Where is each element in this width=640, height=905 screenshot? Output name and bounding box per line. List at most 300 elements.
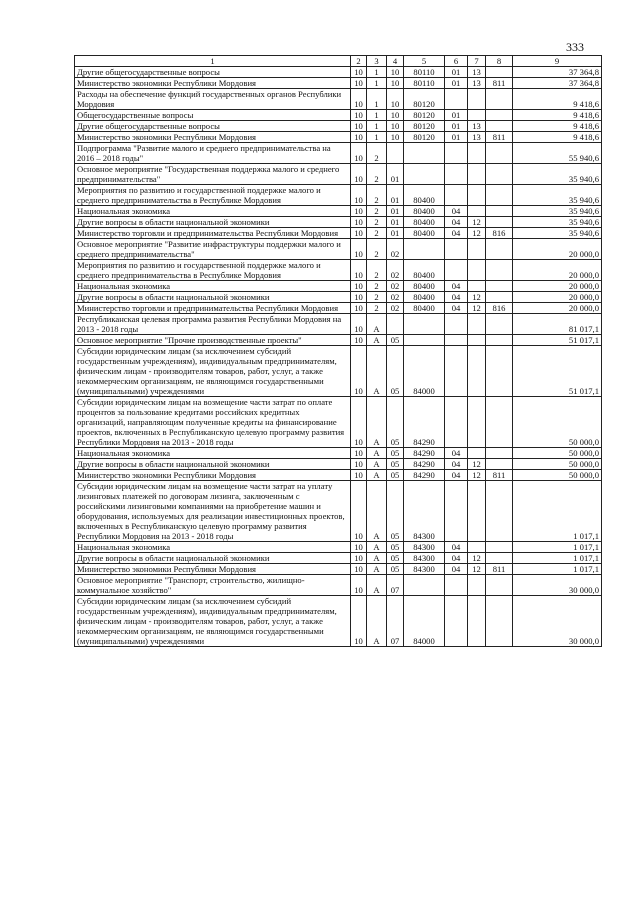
code-subsection-cell (468, 239, 486, 260)
code-ministry-cell (486, 281, 513, 292)
code-grp-cell: 10 (351, 185, 367, 206)
code-main-cell: 05 (387, 553, 404, 564)
code-main-cell: 05 (387, 459, 404, 470)
code-main-cell (387, 143, 404, 164)
code-subsection-cell: 13 (468, 78, 486, 89)
row-name-cell: Мероприятия по развитию и государственной поддержке малого и среднего предпринимательства в Республике Мордовия (75, 185, 351, 206)
code-dir-cell: 80120 (404, 132, 445, 143)
table-row (75, 314, 602, 335)
code-dir-cell: 80400 (404, 217, 445, 228)
code-dir-cell: 84300 (404, 553, 445, 564)
row-name-cell: Другие вопросы в области национальной экономики (75, 217, 351, 228)
code-sub-cell: 1 (367, 132, 387, 143)
code-grp-cell: 10 (351, 292, 367, 303)
table-row (75, 346, 602, 397)
code-subsection-cell: 12 (468, 459, 486, 470)
table-row (75, 228, 602, 239)
amount-cell: 1 017,1 (513, 542, 602, 553)
code-sub-cell: А (367, 481, 387, 542)
code-dir-cell: 80400 (404, 292, 445, 303)
code-ministry-cell (486, 185, 513, 206)
amount-cell: 20 000,0 (513, 281, 602, 292)
code-ministry-cell: 816 (486, 228, 513, 239)
amount-cell: 50 000,0 (513, 448, 602, 459)
code-main-cell: 10 (387, 110, 404, 121)
code-ministry-cell (486, 110, 513, 121)
header-cell: 5 (404, 56, 445, 67)
code-subsection-cell: 12 (468, 303, 486, 314)
code-dir-cell: 84300 (404, 564, 445, 575)
table-row (75, 260, 602, 281)
code-grp-cell: 10 (351, 228, 367, 239)
code-ministry-cell (486, 542, 513, 553)
amount-cell: 1 017,1 (513, 564, 602, 575)
code-section-cell: 04 (445, 281, 468, 292)
header-cell: 9 (513, 56, 602, 67)
code-section-cell (445, 335, 468, 346)
code-section-cell: 04 (445, 470, 468, 481)
table-row (75, 78, 602, 89)
code-main-cell: 05 (387, 397, 404, 448)
code-ministry-cell (486, 553, 513, 564)
table-row (75, 185, 602, 206)
code-section-cell: 04 (445, 292, 468, 303)
amount-cell: 9 418,6 (513, 132, 602, 143)
code-grp-cell: 10 (351, 110, 367, 121)
code-main-cell: 10 (387, 78, 404, 89)
code-subsection-cell: 12 (468, 292, 486, 303)
amount-cell: 50 000,0 (513, 459, 602, 470)
amount-cell: 1 017,1 (513, 553, 602, 564)
code-grp-cell: 10 (351, 143, 367, 164)
header-cell: 2 (351, 56, 367, 67)
code-subsection-cell (468, 185, 486, 206)
table-row (75, 481, 602, 542)
code-grp-cell: 10 (351, 542, 367, 553)
code-ministry-cell (486, 346, 513, 397)
code-grp-cell: 10 (351, 346, 367, 397)
code-dir-cell: 80400 (404, 228, 445, 239)
code-subsection-cell: 12 (468, 564, 486, 575)
row-name-cell: Подпрограмма "Развитие малого и среднего предпринимательства на 2016 – 2018 годы" (75, 143, 351, 164)
code-section-cell (445, 596, 468, 647)
code-sub-cell: А (367, 596, 387, 647)
table-row (75, 448, 602, 459)
code-section-cell: 04 (445, 217, 468, 228)
table-row (75, 596, 602, 647)
amount-cell: 50 000,0 (513, 470, 602, 481)
code-section-cell: 04 (445, 564, 468, 575)
code-subsection-cell: 13 (468, 121, 486, 132)
code-subsection-cell: 13 (468, 67, 486, 78)
row-name-cell: Другие общегосударственные вопросы (75, 67, 351, 78)
code-dir-cell (404, 335, 445, 346)
code-ministry-cell (486, 397, 513, 448)
code-grp-cell: 10 (351, 132, 367, 143)
code-sub-cell: 2 (367, 206, 387, 217)
code-section-cell: 01 (445, 78, 468, 89)
code-main-cell: 05 (387, 481, 404, 542)
code-subsection-cell (468, 397, 486, 448)
code-dir-cell (404, 164, 445, 185)
code-dir-cell (404, 239, 445, 260)
code-grp-cell: 10 (351, 121, 367, 132)
code-ministry-cell: 816 (486, 303, 513, 314)
row-name-cell: Субсидии юридическим лицам на возмещение части затрат по оплате процентов за пользование кредитами российских кредитных организаций, направляющим полученные кредиты на финансирование проектов, включенных в Республиканскую целевую программу развития Республики Мордовия на 2013 - 2018 годы (75, 397, 351, 448)
code-subsection-cell (468, 281, 486, 292)
table-row (75, 459, 602, 470)
table-row (75, 564, 602, 575)
code-dir-cell: 80400 (404, 260, 445, 281)
row-name-cell: Республиканская целевая программа развития Республики Мордовия на 2013 - 2018 годы (75, 314, 351, 335)
code-sub-cell: 2 (367, 143, 387, 164)
header-cell: 7 (468, 56, 486, 67)
code-dir-cell: 80110 (404, 78, 445, 89)
code-section-cell (445, 260, 468, 281)
code-ministry-cell (486, 67, 513, 78)
table-row (75, 67, 602, 78)
code-sub-cell: 2 (367, 281, 387, 292)
code-section-cell (445, 143, 468, 164)
code-section-cell (445, 481, 468, 542)
code-subsection-cell: 12 (468, 553, 486, 564)
amount-cell: 20 000,0 (513, 292, 602, 303)
code-section-cell (445, 314, 468, 335)
code-main-cell: 10 (387, 89, 404, 110)
row-name-cell: Национальная экономика (75, 206, 351, 217)
code-sub-cell: 2 (367, 185, 387, 206)
code-subsection-cell (468, 448, 486, 459)
code-subsection-cell (468, 260, 486, 281)
table-row (75, 239, 602, 260)
code-section-cell (445, 346, 468, 397)
code-grp-cell: 10 (351, 335, 367, 346)
code-main-cell: 01 (387, 217, 404, 228)
code-main-cell: 02 (387, 292, 404, 303)
code-grp-cell: 10 (351, 281, 367, 292)
row-name-cell: Основное мероприятие "Государственная поддержка малого и среднего предпринимательства" (75, 164, 351, 185)
row-name-cell: Министерство экономики Республики Мордовия (75, 470, 351, 481)
code-dir-cell: 84300 (404, 542, 445, 553)
code-subsection-cell (468, 314, 486, 335)
table-header-row (75, 56, 602, 67)
row-name-cell: Расходы на обеспечение функций государственных органов Республики Мордовия (75, 89, 351, 110)
code-main-cell: 05 (387, 335, 404, 346)
amount-cell: 55 940,6 (513, 143, 602, 164)
amount-cell: 35 940,6 (513, 164, 602, 185)
code-grp-cell: 10 (351, 397, 367, 448)
amount-cell: 20 000,0 (513, 239, 602, 260)
code-dir-cell: 84290 (404, 470, 445, 481)
row-name-cell: Субсидии юридическим лицам (за исключением субсидий государственным учреждениям), индивидуальным предпринимателям, физическим лицам - производителям товаров, работ, услуг, а также некоммерческим организациям, не являющимся государственными (муниципальными) учреждениями (75, 596, 351, 647)
code-section-cell (445, 164, 468, 185)
code-ministry-cell (486, 335, 513, 346)
code-sub-cell: А (367, 575, 387, 596)
code-section-cell: 01 (445, 121, 468, 132)
code-main-cell: 05 (387, 470, 404, 481)
table-row (75, 206, 602, 217)
table-row (75, 542, 602, 553)
code-main-cell: 02 (387, 281, 404, 292)
code-subsection-cell (468, 110, 486, 121)
code-dir-cell (404, 143, 445, 164)
code-ministry-cell: 811 (486, 470, 513, 481)
code-grp-cell: 10 (351, 260, 367, 281)
code-main-cell: 05 (387, 564, 404, 575)
code-ministry-cell: 811 (486, 564, 513, 575)
row-name-cell: Субсидии юридическим лицам на возмещение части затрат на уплату лизинговых платежей по договорам лизинга, заключенным с российскими лизинговыми компаниями на приобретение машин и оборудования, используемых для реализации инвестиционных проектов, включенных в Республиканскую целевую программу развития Республики Мордовия на 2013 - 2018 годы (75, 481, 351, 542)
code-sub-cell: А (367, 553, 387, 564)
code-sub-cell: А (367, 346, 387, 397)
code-dir-cell: 84290 (404, 448, 445, 459)
code-main-cell: 02 (387, 303, 404, 314)
code-grp-cell: 10 (351, 448, 367, 459)
code-subsection-cell (468, 596, 486, 647)
code-grp-cell: 10 (351, 239, 367, 260)
code-main-cell: 01 (387, 164, 404, 185)
code-main-cell: 01 (387, 185, 404, 206)
code-section-cell: 01 (445, 67, 468, 78)
amount-cell: 35 940,6 (513, 206, 602, 217)
code-sub-cell: А (367, 564, 387, 575)
code-ministry-cell (486, 459, 513, 470)
code-main-cell: 10 (387, 132, 404, 143)
row-name-cell: Министерство экономики Республики Мордовия (75, 78, 351, 89)
code-main-cell: 05 (387, 448, 404, 459)
row-name-cell: Национальная экономика (75, 542, 351, 553)
row-name-cell: Другие вопросы в области национальной экономики (75, 292, 351, 303)
table-row (75, 281, 602, 292)
amount-cell: 51 017,1 (513, 346, 602, 397)
table-row (75, 121, 602, 132)
code-ministry-cell (486, 575, 513, 596)
table-row (75, 553, 602, 564)
table-row (75, 217, 602, 228)
row-name-cell: Субсидии юридическим лицам (за исключением субсидий государственным учреждениям), индивидуальным предпринимателям, физическим лицам - производителям товаров, работ, услуг, а также некоммерческим организациям, не являющимся государственными (муниципальными) учреждениями (75, 346, 351, 397)
code-ministry-cell (486, 143, 513, 164)
code-grp-cell: 10 (351, 164, 367, 185)
code-dir-cell: 80120 (404, 110, 445, 121)
row-name-cell: Другие вопросы в области национальной экономики (75, 459, 351, 470)
code-ministry-cell (486, 292, 513, 303)
amount-cell: 35 940,6 (513, 217, 602, 228)
row-name-cell: Общегосударственные вопросы (75, 110, 351, 121)
code-sub-cell: 1 (367, 89, 387, 110)
code-section-cell (445, 89, 468, 110)
code-subsection-cell (468, 335, 486, 346)
code-dir-cell: 80400 (404, 206, 445, 217)
amount-cell: 35 940,6 (513, 228, 602, 239)
code-sub-cell: 2 (367, 228, 387, 239)
row-name-cell: Министерство торговли и предпринимательства Республики Мордовия (75, 303, 351, 314)
code-section-cell (445, 575, 468, 596)
code-section-cell: 04 (445, 553, 468, 564)
code-grp-cell: 10 (351, 67, 367, 78)
amount-cell: 51 017,1 (513, 335, 602, 346)
code-grp-cell: 10 (351, 470, 367, 481)
row-name-cell: Другие общегосударственные вопросы (75, 121, 351, 132)
row-name-cell: Национальная экономика (75, 448, 351, 459)
code-ministry-cell (486, 239, 513, 260)
code-grp-cell: 10 (351, 575, 367, 596)
header-cell: 8 (486, 56, 513, 67)
table-row (75, 164, 602, 185)
code-dir-cell: 84300 (404, 481, 445, 542)
code-subsection-cell: 13 (468, 132, 486, 143)
row-name-cell: Министерство экономики Республики Мордовия (75, 132, 351, 143)
code-grp-cell: 10 (351, 303, 367, 314)
code-grp-cell: 10 (351, 596, 367, 647)
code-sub-cell: 1 (367, 67, 387, 78)
code-dir-cell: 84290 (404, 459, 445, 470)
code-section-cell: 04 (445, 206, 468, 217)
amount-cell: 9 418,6 (513, 121, 602, 132)
code-section-cell: 04 (445, 542, 468, 553)
code-main-cell: 01 (387, 228, 404, 239)
code-grp-cell: 10 (351, 89, 367, 110)
table-row (75, 335, 602, 346)
table-row (75, 397, 602, 448)
code-subsection-cell (468, 575, 486, 596)
code-sub-cell: А (367, 397, 387, 448)
table-row (75, 132, 602, 143)
code-grp-cell: 10 (351, 459, 367, 470)
code-sub-cell: 2 (367, 260, 387, 281)
code-section-cell: 04 (445, 448, 468, 459)
code-ministry-cell (486, 260, 513, 281)
table-row (75, 110, 602, 121)
code-subsection-cell: 12 (468, 217, 486, 228)
amount-cell: 81 017,1 (513, 314, 602, 335)
amount-cell: 20 000,0 (513, 260, 602, 281)
code-dir-cell: 80400 (404, 185, 445, 206)
code-section-cell: 04 (445, 228, 468, 239)
code-dir-cell (404, 314, 445, 335)
amount-cell: 9 418,6 (513, 110, 602, 121)
code-main-cell: 05 (387, 542, 404, 553)
code-ministry-cell (486, 596, 513, 647)
code-subsection-cell (468, 164, 486, 185)
table-row (75, 292, 602, 303)
code-dir-cell: 84000 (404, 346, 445, 397)
amount-cell: 9 418,6 (513, 89, 602, 110)
code-grp-cell: 10 (351, 206, 367, 217)
code-main-cell: 07 (387, 575, 404, 596)
code-section-cell: 04 (445, 459, 468, 470)
code-sub-cell: А (367, 470, 387, 481)
code-sub-cell: 1 (367, 78, 387, 89)
header-cell: 3 (367, 56, 387, 67)
code-main-cell: 02 (387, 239, 404, 260)
row-name-cell: Другие вопросы в области национальной экономики (75, 553, 351, 564)
amount-cell: 1 017,1 (513, 481, 602, 542)
code-dir-cell: 80110 (404, 67, 445, 78)
code-grp-cell: 10 (351, 314, 367, 335)
page-number: 333 (566, 40, 584, 54)
code-ministry-cell (486, 89, 513, 110)
code-ministry-cell (486, 481, 513, 542)
code-sub-cell: А (367, 542, 387, 553)
code-ministry-cell: 811 (486, 78, 513, 89)
code-dir-cell: 80120 (404, 121, 445, 132)
row-name-cell: Министерство экономики Республики Мордовия (75, 564, 351, 575)
code-grp-cell: 10 (351, 564, 367, 575)
table-body (75, 67, 602, 647)
row-name-cell: Основное мероприятие "Транспорт, строительство, жилищно-коммунальное хозяйство" (75, 575, 351, 596)
code-dir-cell (404, 575, 445, 596)
code-grp-cell: 10 (351, 78, 367, 89)
table-row (75, 470, 602, 481)
code-ministry-cell (486, 314, 513, 335)
code-subsection-cell (468, 143, 486, 164)
code-main-cell: 05 (387, 346, 404, 397)
header-cell: 6 (445, 56, 468, 67)
code-section-cell (445, 397, 468, 448)
table-row (75, 143, 602, 164)
code-sub-cell: 1 (367, 121, 387, 132)
row-name-cell: Национальная экономика (75, 281, 351, 292)
code-sub-cell: А (367, 448, 387, 459)
code-dir-cell: 84000 (404, 596, 445, 647)
amount-cell: 20 000,0 (513, 303, 602, 314)
amount-cell: 35 940,6 (513, 185, 602, 206)
table-row (75, 575, 602, 596)
table-row (75, 89, 602, 110)
code-ministry-cell: 811 (486, 132, 513, 143)
code-sub-cell: 2 (367, 303, 387, 314)
code-sub-cell: 2 (367, 217, 387, 228)
amount-cell: 37 364,8 (513, 78, 602, 89)
table-row (75, 303, 602, 314)
code-ministry-cell (486, 206, 513, 217)
row-name-cell: Основное мероприятие "Развитие инфраструктуры поддержки малого и среднего предпринимательства" (75, 239, 351, 260)
row-name-cell: Министерство торговли и предпринимательства Республики Мордовия (75, 228, 351, 239)
code-section-cell: 01 (445, 110, 468, 121)
code-ministry-cell (486, 164, 513, 185)
amount-cell: 30 000,0 (513, 575, 602, 596)
code-section-cell: 01 (445, 132, 468, 143)
code-ministry-cell (486, 217, 513, 228)
code-sub-cell: А (367, 335, 387, 346)
code-sub-cell: 2 (367, 164, 387, 185)
code-main-cell: 01 (387, 206, 404, 217)
code-subsection-cell: 12 (468, 228, 486, 239)
code-sub-cell: 2 (367, 239, 387, 260)
code-section-cell (445, 239, 468, 260)
code-section-cell (445, 185, 468, 206)
row-name-cell: Мероприятия по развитию и государственной поддержке малого и среднего предпринимательства в Республике Мордовия (75, 260, 351, 281)
amount-cell: 30 000,0 (513, 596, 602, 647)
code-main-cell: 10 (387, 121, 404, 132)
header-cell: 1 (75, 56, 351, 67)
code-grp-cell: 10 (351, 481, 367, 542)
code-dir-cell: 80120 (404, 89, 445, 110)
code-grp-cell: 10 (351, 217, 367, 228)
code-main-cell: 02 (387, 260, 404, 281)
code-ministry-cell (486, 121, 513, 132)
code-main-cell: 10 (387, 67, 404, 78)
code-subsection-cell (468, 89, 486, 110)
code-main-cell: 07 (387, 596, 404, 647)
code-sub-cell: А (367, 314, 387, 335)
code-subsection-cell (468, 346, 486, 397)
code-ministry-cell (486, 448, 513, 459)
code-grp-cell: 10 (351, 553, 367, 564)
code-dir-cell: 80400 (404, 281, 445, 292)
code-main-cell (387, 314, 404, 335)
amount-cell: 50 000,0 (513, 397, 602, 448)
code-dir-cell: 84290 (404, 397, 445, 448)
